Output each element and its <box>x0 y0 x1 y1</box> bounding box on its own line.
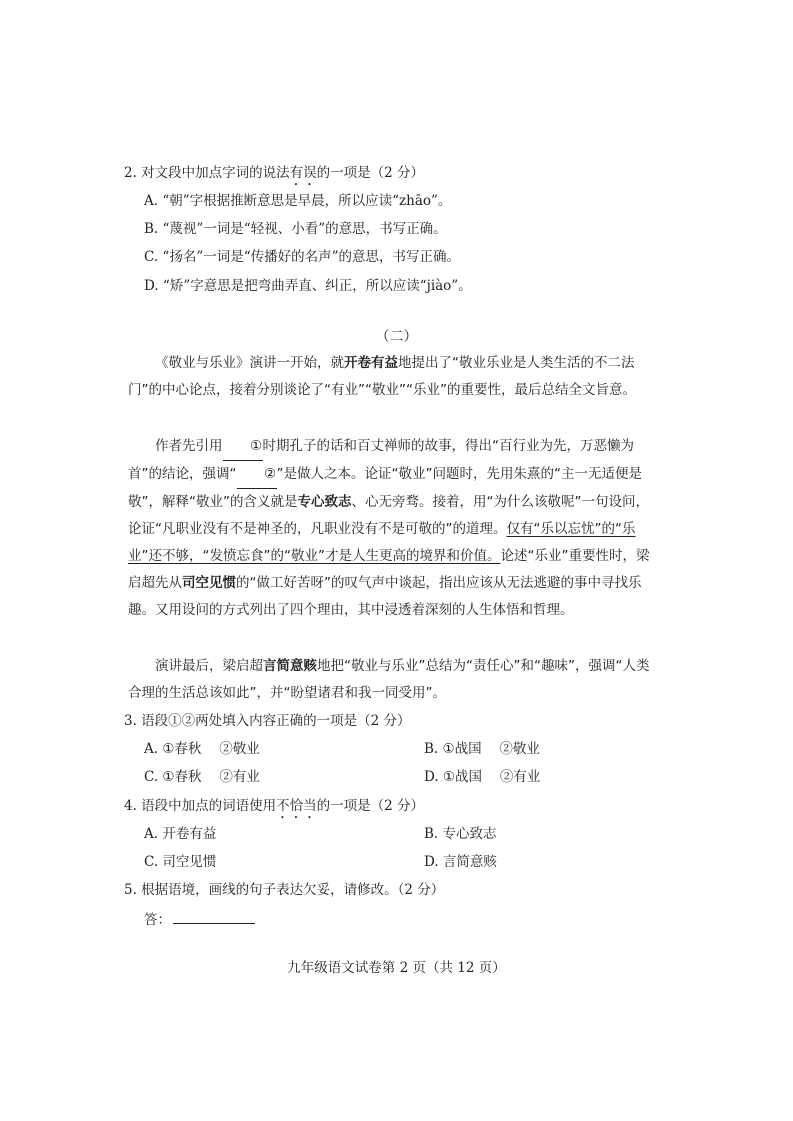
q2-option-c: C. “扬名”一词是“传播好的名声”的意思，书写正确。 <box>144 249 461 265</box>
q2-stem-score: 的一项是（2 分） <box>316 165 425 181</box>
passage-text: ”是做人之本。论证“敬业”问题时，先用朱熹的“主一无适便是敬”，解释“敬业”的含义就是 <box>128 466 642 510</box>
passage-key-phrase: 言简意赅 <box>263 658 317 674</box>
q3-option-d: D. ①战国 ②有业 <box>424 769 541 785</box>
q4-stem-score: 的一项是（2 分） <box>316 798 425 814</box>
q2-stem <box>124 163 424 189</box>
q5-answer <box>144 909 255 930</box>
answer-label: 答： <box>144 912 171 928</box>
passage-key-phrase: 开卷有益 <box>344 355 398 371</box>
blank-2: ② <box>237 461 277 489</box>
q4-option-c: C. 司空见惯 <box>144 854 217 870</box>
q4-option-d: D. 言简意赅 <box>424 854 497 870</box>
passage-paragraph-2 <box>128 433 662 624</box>
q3-option-a: A. ①春秋 ②敬业 <box>144 741 260 757</box>
q5-stem: 5. 根据语境，画线的句子表达欠妥，请修改。（2 分） <box>124 882 445 898</box>
passage-paragraph-1 <box>128 350 662 404</box>
q3-option-c: C. ①春秋 ②有业 <box>144 769 260 785</box>
passage-text: 论述“乐业”重要性时，梁启超先从 <box>128 548 650 591</box>
passage-text: 、心无旁骛。接着，用“为什么该敬呢”一句设问，论证“凡职业没有不是神圣的，凡职业没有不是可敬的”的道理。 <box>128 494 649 537</box>
passage-text: 《敬业与乐业》演讲一开始，就 <box>155 355 344 371</box>
q4-stem-emphasis: 不恰当 <box>276 798 317 814</box>
answer-line[interactable] <box>173 909 255 924</box>
q2-option-b: B. “蔑视”一词是“轻视、小看”的意思，书写正确。 <box>144 221 447 237</box>
passage-text: 演讲最后，梁启超 <box>155 658 263 674</box>
q4-option-a: A. 开卷有益 <box>144 826 217 842</box>
underlined-sentence: 仅有“乐以忘忧”的“乐业”还不够，“发愤忘食”的“敬业”才是人生更高的境界和价值。 <box>128 521 636 564</box>
passage-text: 时期孔子的话和百丈禅师的故事，得出“百行业为先，万恶懒为首”的结论，强调“ <box>128 438 634 482</box>
q3-option-b: B. ①战国 ②敬业 <box>424 741 540 757</box>
q2-stem-text: 2. 对文段中加点字词的说法 <box>124 165 290 181</box>
passage-key-phrase: 专心致志 <box>297 494 352 510</box>
q4-option-b: B. 专心致志 <box>424 826 497 842</box>
page-footer: 九年级语文试卷第 2 页（共 12 页） <box>287 960 506 976</box>
passage-text: 的“做工好苦呀”的叹气声中谈起，指出应该从无法逃避的事中寻找乐趣。又用设问的方式列出了四个理由，其中浸透着深刻的人生体悟和哲理。 <box>128 575 642 618</box>
passage-paragraph-3 <box>128 653 662 707</box>
q4-stem <box>124 796 424 822</box>
passage-text: 地把“敬业与乐业”总结为“责任心”和“趣味”，强调“人类合理的生活总该如此”，并“盼望诸君和我一同受用”。 <box>128 658 650 701</box>
q2-option-a: A. “朝”字根据推断意思是早晨，所以应读“zhāo”。 <box>144 193 452 209</box>
q2-option-d: D. “矫”字意思是把弯曲弄直、纠正，所以应读“jiào”。 <box>144 278 472 294</box>
passage-key-phrase: 司空见惯 <box>182 575 236 591</box>
q2-stem-emphasis: 有误 <box>289 165 317 181</box>
section-title: （二） <box>375 329 418 345</box>
q3-stem: 3. 语段①②两处填入内容正确的一项是（2 分） <box>124 713 411 729</box>
passage-text: 地提出了“敬业乐业是人类生活的不二法门”的中心论点，接着分别谈论了“有业”“敬业”“乐业”的重要性，最后总结全文旨意。 <box>128 355 636 398</box>
passage-text: 作者先引用 <box>155 438 223 454</box>
blank-1: ① <box>223 433 263 461</box>
q4-stem-text: 4. 语段中加点的词语使用 <box>124 798 277 814</box>
